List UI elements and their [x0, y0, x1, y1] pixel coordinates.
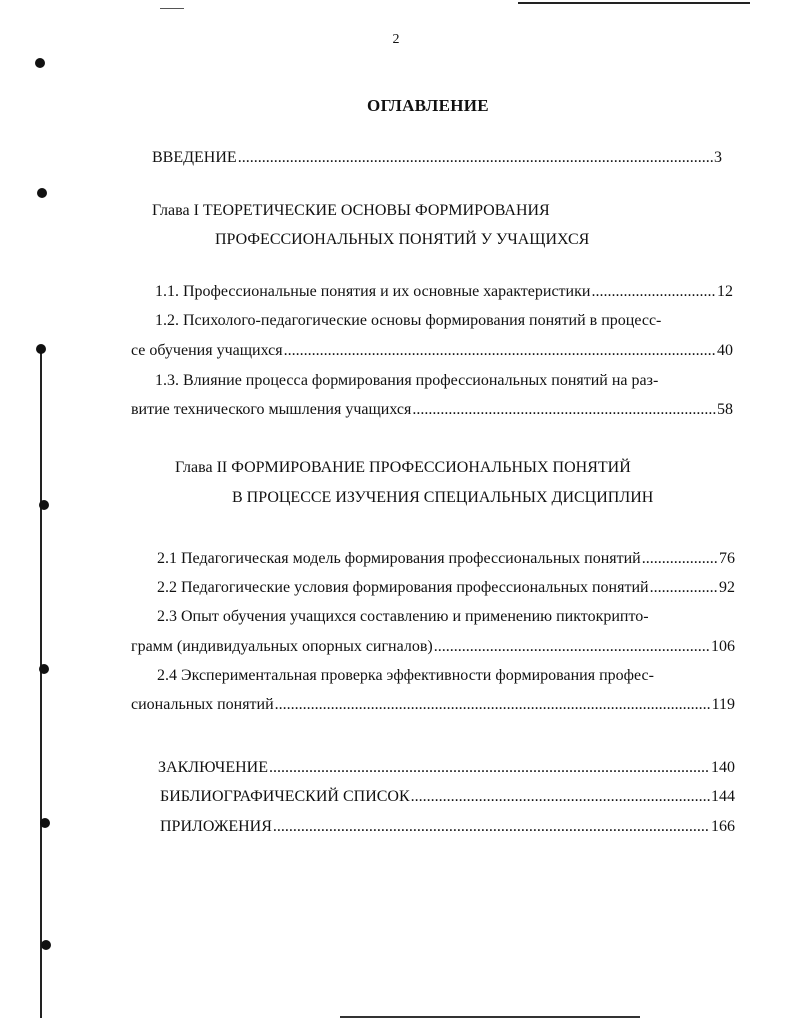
chapter-1-heading: Глава I ТЕОРЕТИЧЕСКИЕ ОСНОВЫ ФОРМИРОВАНИЯ — [152, 202, 550, 219]
page-number: 2 — [392, 32, 400, 47]
punch-hole-mark — [41, 940, 51, 950]
toc-entry-page: 92 — [719, 579, 735, 596]
toc-leader-dots — [642, 549, 718, 569]
toc-entry-page: 144 — [711, 788, 735, 805]
toc-entry-1-2[interactable] — [131, 341, 733, 361]
toc-entry-page: 3 — [714, 149, 722, 166]
toc-entry-2-3-line1[interactable]: 2.3 Опыт обучения учащихся составлению и применению пиктокрипто- — [157, 608, 649, 625]
scan-edge-line — [518, 2, 750, 4]
toc-leader-dots — [284, 341, 716, 361]
toc-entry-label: 1.1. Профессиональные понятия и их основные характеристики — [155, 283, 591, 300]
punch-hole-mark — [35, 58, 45, 68]
toc-entry-page: 140 — [711, 759, 735, 776]
toc-entry-page: 166 — [711, 818, 735, 835]
punch-hole-mark — [40, 818, 50, 828]
toc-leader-dots — [650, 578, 718, 598]
toc-entry-2-4-line1[interactable]: 2.4 Экспериментальная проверка эффективности формирования профес- — [157, 667, 654, 684]
chapter-1-heading-cont: ПРОФЕССИОНАЛЬНЫХ ПОНЯТИЙ У УЧАЩИХСЯ — [215, 231, 590, 248]
toc-entry-appendices[interactable] — [160, 817, 735, 837]
toc-entry-1-3[interactable] — [131, 400, 733, 420]
toc-entry-bibliography[interactable] — [160, 787, 735, 807]
toc-entry-page: 12 — [717, 283, 733, 300]
punch-hole-mark — [36, 344, 46, 354]
toc-entry-2-4[interactable] — [131, 695, 735, 715]
toc-leader-dots — [269, 758, 710, 778]
toc-entry-intro[interactable] — [152, 148, 722, 168]
toc-entry-conclusion[interactable] — [158, 758, 735, 778]
toc-entry-label: ЗАКЛЮЧЕНИЕ — [158, 759, 268, 776]
toc-leader-dots — [591, 282, 716, 302]
toc-entry-2-3[interactable] — [131, 637, 735, 657]
toc-entry-label: ПРИЛОЖЕНИЯ — [160, 818, 272, 835]
toc-leader-dots — [273, 817, 710, 837]
toc-entry-label: 2.2 Педагогические условия формирования профессиональных понятий — [157, 579, 649, 596]
toc-entry-label: витие технического мышления учащихся — [131, 401, 412, 418]
toc-entry-label: сиональных понятий — [131, 696, 274, 713]
toc-leader-dots — [412, 400, 716, 420]
toc-entry-page: 58 — [717, 401, 733, 418]
toc-entry-1-3-line1[interactable]: 1.3. Влияние процесса формирования профессиональных понятий на раз- — [155, 372, 659, 389]
toc-entry-label: 2.1 Педагогическая модель формирования профессиональных понятий — [157, 550, 641, 567]
toc-entry-label: БИБЛИОГРАФИЧЕСКИЙ СПИСОК — [160, 788, 410, 805]
scan-mark — [160, 8, 184, 9]
toc-leader-dots — [411, 787, 710, 807]
toc-leader-dots — [434, 637, 710, 657]
toc-leader-dots — [238, 148, 713, 168]
punch-hole-mark — [37, 188, 47, 198]
punch-hole-mark — [39, 500, 49, 510]
toc-entry-page: 119 — [711, 696, 735, 713]
scan-edge-line-bottom — [340, 1016, 640, 1018]
punch-hole-mark — [39, 664, 49, 674]
toc-entry-1-1[interactable] — [155, 282, 733, 302]
toc-entry-2-1[interactable] — [157, 549, 735, 569]
toc-entry-page: 76 — [719, 550, 735, 567]
toc-entry-2-2[interactable] — [157, 578, 735, 598]
toc-entry-label: ВВЕДЕНИЕ — [152, 149, 237, 166]
toc-entry-label: се обучения учащихся — [131, 342, 283, 359]
binding-edge-line — [40, 350, 42, 1018]
toc-entry-label: грамм (индивидуальных опорных сигналов) — [131, 638, 433, 655]
toc-leader-dots — [275, 695, 711, 715]
toc-entry-1-2-line1[interactable]: 1.2. Психолого-педагогические основы формирования понятий в процесс- — [155, 312, 662, 329]
chapter-2-heading: Глава II ФОРМИРОВАНИЕ ПРОФЕССИОНАЛЬНЫХ ПОНЯТИЙ — [175, 459, 631, 476]
toc-entry-page: 40 — [717, 342, 733, 359]
page-title: ОГЛАВЛЕНИЕ — [367, 96, 489, 115]
toc-entry-page: 106 — [711, 638, 735, 655]
chapter-2-heading-cont: В ПРОЦЕССЕ ИЗУЧЕНИЯ СПЕЦИАЛЬНЫХ ДИСЦИПЛИН — [232, 489, 654, 506]
